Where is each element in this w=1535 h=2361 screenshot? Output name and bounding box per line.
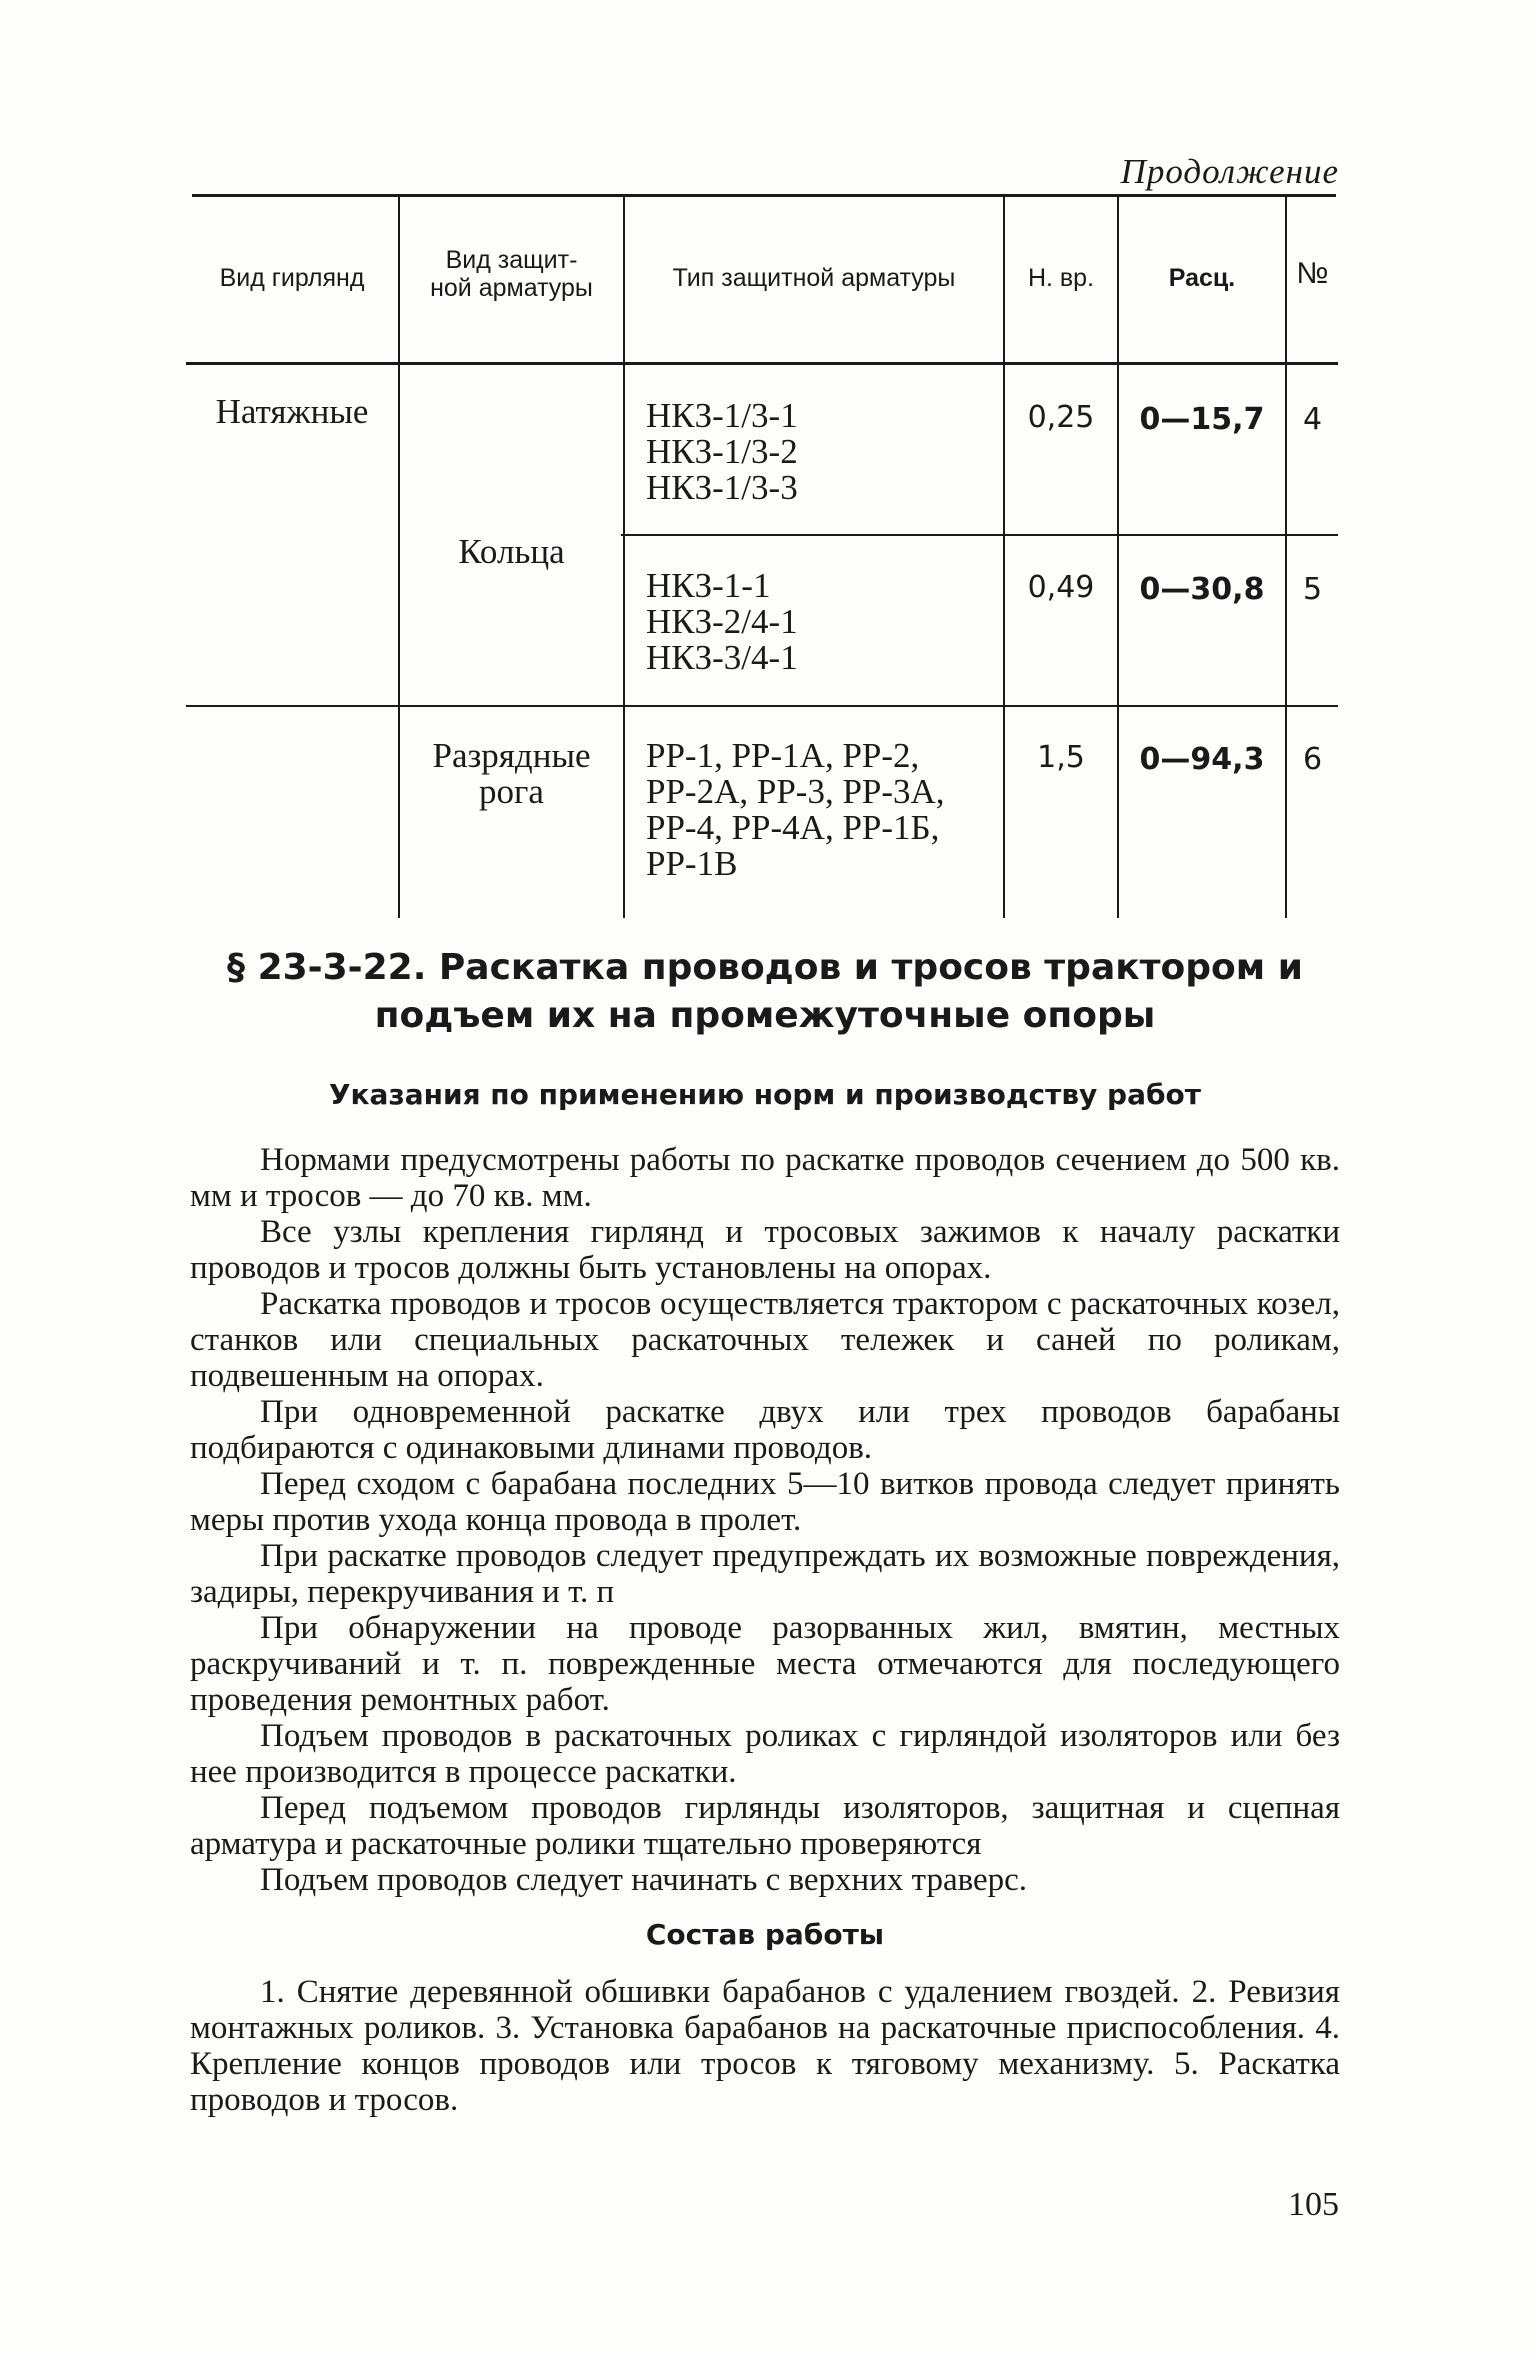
row-norm: 0,49 — [1027, 570, 1095, 605]
table-col-rule — [1117, 194, 1119, 918]
type-code: РР-2А, РР-3, РР-3А, — [646, 772, 945, 811]
row-types — [646, 738, 1006, 882]
row-rate: 0—94,3 — [1139, 742, 1265, 777]
paragraph: Перед подъемом проводов гирлянды изоляторов, защитная и сцепная арматура и раскаточные ролики тщательно проверяются — [190, 1790, 1340, 1862]
garland-tension: Натяжные — [215, 392, 369, 431]
type-code: НКЗ-2/4-1 — [646, 602, 798, 641]
paragraph: При обнаружении на проводе разорванных жил, вмятин, местных раскручиваний и т. п. поврежденные места отмечаются для последующего проведения ремонтных работ. — [190, 1610, 1340, 1718]
table-top-rule — [192, 194, 1336, 197]
type-code: НКЗ-3/4-1 — [646, 638, 798, 677]
row-number: 6 — [1302, 742, 1323, 777]
table-row-rule — [621, 534, 1338, 536]
section-title-line: § 23-3-22. Раскатка проводов и тросов трактором и — [227, 947, 1303, 988]
col-header-number: № — [1296, 257, 1329, 290]
type-code: НКЗ-1/3-2 — [646, 432, 798, 471]
composition-heading: Состав работы — [645, 1918, 885, 1951]
row-number: 4 — [1302, 402, 1323, 437]
col-header-norm: Н. вр. — [1027, 264, 1095, 292]
instructions-body — [190, 1142, 1340, 1898]
row-norm: 0,25 — [1027, 400, 1095, 435]
section-title — [190, 944, 1340, 1040]
paragraph: При одновременной раскатке двух или трех проводов барабаны подбираются с одинаковыми длинами проводов. — [190, 1394, 1340, 1466]
col-header-line: ной арматуры — [430, 274, 593, 302]
page-number: 105 — [1288, 2186, 1339, 2223]
row-number: 5 — [1302, 572, 1323, 607]
section-title-line: подъем их на промежуточные опоры — [374, 995, 1156, 1036]
instructions-heading: Указания по применению норм и производству работ — [328, 1078, 1202, 1111]
table-group-rule — [186, 705, 1338, 707]
continued-label: Продолжение — [1120, 152, 1339, 191]
row-norm: 1,5 — [1037, 740, 1085, 775]
fitting-rings: Кольца — [458, 532, 565, 571]
type-code: РР-4, РР-4А, РР-1Б, — [646, 808, 940, 847]
paragraph: Перед сходом с барабана последних 5—10 витков провода следует принять меры против ухода конца провода в пролет. — [190, 1466, 1340, 1538]
paragraph: При раскатке проводов следует предупреждать их возможные повреждения, задиры, перекручивания и т. п — [190, 1538, 1340, 1610]
type-code: НКЗ-1-1 — [646, 566, 771, 605]
row-rate: 0—30,8 — [1139, 572, 1265, 607]
paragraph: 1. Снятие деревянной обшивки барабанов с удалением гвоздей. 2. Ревизия монтажных роликов. 3. Установка барабанов на раскаточные приспособления. 4. Крепление концов проводов или тросов к тяговому механизму. 5. Раскатка проводов и тросов. — [190, 1974, 1340, 2118]
table-header-rule — [186, 362, 1338, 365]
type-code: НКЗ-1/3-3 — [646, 468, 798, 507]
fitting-horns-line: Разрядные — [432, 736, 591, 775]
type-code: РР-1В — [646, 844, 738, 883]
row-types — [646, 568, 996, 676]
fittings-table — [186, 194, 1338, 918]
fitting-horns — [400, 738, 623, 810]
fitting-horns-line: рога — [479, 772, 544, 811]
col-header-fitting-type: Тип защитной арматуры — [672, 264, 956, 292]
paragraph: Подъем проводов в раскаточных роликах с гирляндой изоляторов или без нее производится в процессе раскатки. — [190, 1718, 1340, 1790]
paragraph: Все узлы крепления гирлянд и тросовых зажимов к началу раскатки проводов и тросов должны быть установлены на опорах. — [190, 1214, 1340, 1286]
row-rate: 0—15,7 — [1139, 402, 1265, 437]
paragraph: Нормами предусмотрены работы по раскатке проводов сечением до 500 кв. мм и тросов — до 70 кв. мм. — [190, 1142, 1340, 1214]
col-header-garland: Вид гирлянд — [219, 264, 365, 292]
paragraph: Подъем проводов следует начинать с верхних траверс. — [260, 1862, 1028, 1898]
type-code: РР-1, РР-1А, РР-2, — [646, 736, 920, 775]
composition-body — [190, 1974, 1340, 2118]
table-col-rule — [1285, 194, 1287, 918]
type-code: НКЗ-1/3-1 — [646, 396, 798, 435]
col-header-fitting-kind — [400, 246, 623, 302]
col-header-rate: Расц. — [1168, 264, 1236, 292]
row-types — [646, 398, 996, 506]
paragraph: Раскатка проводов и тросов осуществляется трактором с раскаточных козел, станков или специальных раскаточных тележек и саней по роликам, подвешенным на опорах. — [190, 1286, 1340, 1394]
col-header-line: Вид защит- — [445, 246, 578, 274]
table-col-rule — [623, 194, 625, 918]
